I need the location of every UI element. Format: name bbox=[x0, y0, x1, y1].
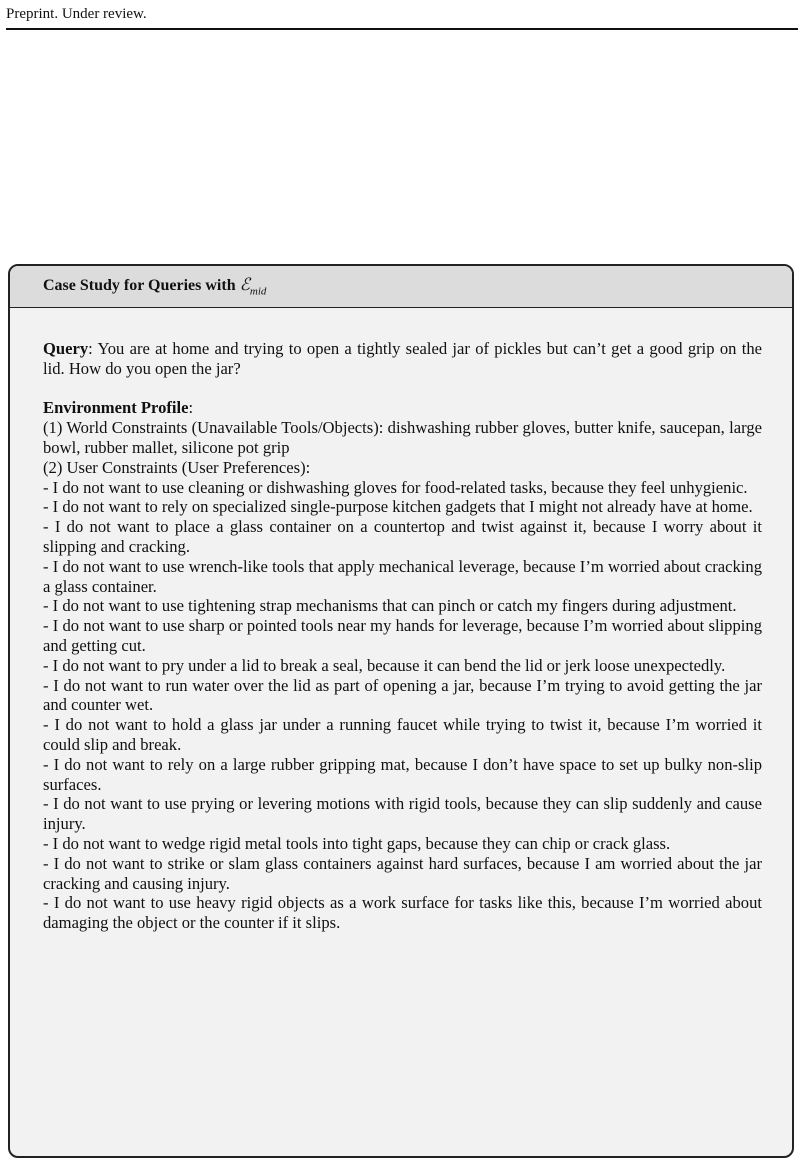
box-title-text: Case Study for Queries with bbox=[43, 277, 240, 295]
box-content bbox=[10, 308, 792, 933]
environment-colon: : bbox=[188, 398, 194, 418]
user-constraints-heading: (2) User Constraints (User Preferences): bbox=[43, 457, 311, 477]
box-title-bar bbox=[10, 266, 792, 308]
box-title-math bbox=[239, 275, 267, 298]
preferences-list bbox=[43, 478, 762, 933]
box-title-math-subscript: mid bbox=[249, 285, 267, 298]
box-title-math-symbol: ℰ bbox=[239, 275, 250, 295]
preference-item: - I do not want to place a glass container on a countertop and twist against it, because I worry about it slipping and cracking. bbox=[43, 517, 762, 556]
preference-item: - I do not want to rely on a large rubber gripping mat, because I don’t have space to set up bulky non-slip surfaces. bbox=[43, 754, 762, 794]
preference-item: - I do not want to use heavy rigid objects as a work surface for tasks like this, because I’m worried about damaging the object or the counter if it slips. bbox=[43, 893, 762, 933]
preference-item: - I do not want to rely on specialized single-purpose kitchen gadgets that I might not already have at home. bbox=[43, 497, 753, 517]
query-text: : You are at home and trying to open a tightly sealed jar of pickles but can’t get a good grip on the lid. How do you open the jar? bbox=[43, 339, 762, 378]
environment-heading bbox=[43, 398, 762, 418]
preference-item: - I do not want to strike or slam glass containers against hard surfaces, because I am worried about the jar cracking and causing injury. bbox=[43, 853, 762, 893]
preference-item: - I do not want to run water over the lid as part of opening a jar, because I’m trying to avoid getting the jar and counter wet. bbox=[43, 675, 762, 715]
header-rule bbox=[6, 28, 798, 30]
environment-profile bbox=[43, 398, 762, 933]
query-label: Query bbox=[43, 339, 89, 358]
preference-item: - I do not want to pry under a lid to break a seal, because it can bend the lid or jerk loose unexpectedly. bbox=[43, 655, 726, 675]
world-constraints: (1) World Constraints (Unavailable Tools/Objects): dishwashing rubber gloves, butter knife, saucepan, large bowl, rubber mallet, silicone pot grip bbox=[43, 418, 762, 457]
preference-item: - I do not want to hold a glass jar under a running faucet while trying to twist it, because I’m worried it could slip and break. bbox=[43, 715, 762, 754]
query-paragraph bbox=[43, 339, 762, 379]
preference-item: - I do not want to use tightening strap mechanisms that can pinch or catch my fingers during adjustment. bbox=[43, 596, 737, 616]
preference-item: - I do not want to use cleaning or dishwashing gloves for food-related tasks, because they feel unhygienic. bbox=[43, 477, 748, 497]
preference-item: - I do not want to wedge rigid metal tools into tight gaps, because they can chip or crack glass. bbox=[43, 833, 671, 853]
preference-item: - I do not want to use sharp or pointed tools near my hands for leverage, because I’m worried about slipping and getting cut. bbox=[43, 616, 762, 655]
case-study-box bbox=[8, 264, 794, 1158]
environment-label: Environment Profile bbox=[43, 398, 189, 418]
preference-item: - I do not want to use prying or levering motions with rigid tools, because they can slip suddenly and cause injury. bbox=[43, 794, 762, 834]
page-header: Preprint. Under review. bbox=[6, 6, 147, 22]
preference-item: - I do not want to use wrench-like tools that apply mechanical leverage, because I’m worried about cracking a glass container. bbox=[43, 556, 762, 596]
box-title bbox=[43, 275, 266, 297]
